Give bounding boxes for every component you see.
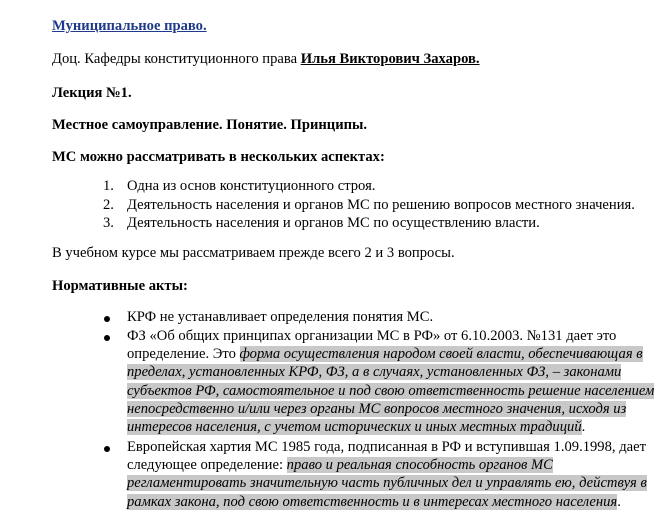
lecture-topic: Местное самоуправление. Понятие. Принципы. bbox=[52, 117, 368, 133]
aspect-number: 1. bbox=[103, 178, 114, 194]
aspects-heading: МС можно рассматривать в нескольких аспектах: bbox=[52, 149, 385, 165]
aspect-number: 2. bbox=[103, 197, 114, 213]
course-note: В учебном курсе мы рассматриваем прежде всего 2 и 3 вопросы. bbox=[52, 245, 455, 261]
list-item bbox=[127, 327, 666, 436]
acts-heading: Нормативные акты: bbox=[52, 278, 188, 294]
item-text: ФЗ «Об общих принципах организации МС в РФ» от 6.10.2003. №131 дает это определение. Это bbox=[127, 328, 617, 363]
list-item: Одна из основ конституционного строя. bbox=[127, 178, 376, 194]
author-prefix: Доц. Кафедры конституционного права bbox=[52, 51, 301, 67]
list-item: Деятельность населения и органов МС по решению вопросов местного значения. bbox=[127, 197, 635, 213]
highlighted-definition: право и реальная способность органов МС регламентировать значительную часть публичных дел и управлять ею, действуя в рамках закона, под свою ответственность и в интересах местного населения bbox=[127, 457, 647, 510]
list-item: КРФ не устанавливает определения понятия МС. bbox=[127, 309, 434, 325]
document-title: Муниципальное право. bbox=[52, 18, 207, 34]
bullet-icon bbox=[104, 316, 110, 322]
item-end: . bbox=[581, 419, 586, 436]
item-end: . bbox=[617, 493, 621, 510]
highlighted-definition: форма осуществления народом своей власти, обеспечивающая в пределах, установленных КРФ, ФЗ, а в случаях, установленных ФЗ, – законами субъектов РФ, самостоятельное и под свою ответственность решение населением непосредственно и/или через органы МС вопросов местного значения, исходя из интересов населения, с учетом исторических и иных местных традиций bbox=[127, 346, 655, 436]
bullet-icon bbox=[104, 335, 110, 341]
author-name: Илья Викторович Захаров. bbox=[300, 51, 480, 67]
list-item: Деятельность населения и органов МС по осуществлению власти. bbox=[127, 215, 540, 231]
list-item bbox=[127, 438, 666, 511]
aspect-number: 3. bbox=[103, 215, 114, 231]
lecture-number: Лекция №1. bbox=[52, 85, 132, 101]
author-line bbox=[52, 50, 480, 68]
bullet-icon bbox=[104, 446, 110, 452]
item-text: Европейская хартия МС 1985 года, подписанная в РФ и вступившая 1.09.1998, дает следующее определение: bbox=[127, 439, 646, 474]
